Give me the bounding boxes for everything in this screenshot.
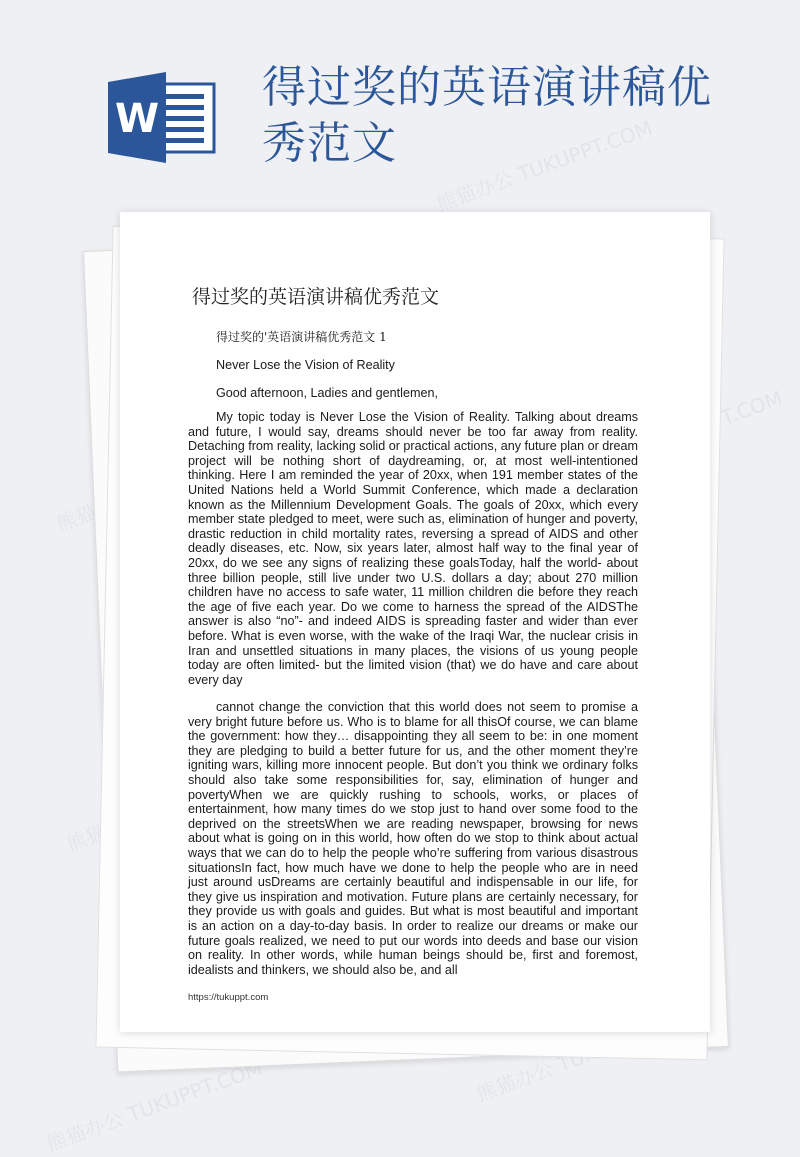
- page-title: 得过奖的英语演讲稿优秀范文: [262, 62, 712, 169]
- watermark: 熊猫办公 TUKUPPT.COM: [433, 115, 656, 217]
- speech-greeting: Good afternoon, Ladies and gentlemen,: [216, 386, 438, 400]
- watermark: 熊猫办公 TUKUPPT.COM: [43, 1055, 266, 1157]
- paragraph-1: My topic today is Never Lose the Vision of Reality. Talking about dreams and future, I would say, dreams should never be too far away from reality. Detaching from reality, lacking solid or practical actions, any future plan or dream project will be nothing short of daydreaming, or, at most well-intentioned thinking. Here I am reminded the year of 20xx, when 191 member states of the United Nations held a World Summit Conference, which made a declaration known as the Millennium Development Goals. The goals of 20xx, which every member state pledged to meet, were such as, elimination of hunger and poverty, drastic reduction in child mortality rates, reversing a spread of AIDS and other deadly diseases, etc. Now, six years later, almost half way to the final year of 20xx, do we see any signs of realizing these goalsToday, half the world- about three billion people, still live under two U.S. dollars a day; about 270 million children have no access to safe water, 11 million children die before they reach the age of five each year. Do we come to harness the spread of the AIDSThe answer is also “no”- and indeed AIDS is spreading faster and wider than ever before. What is even worse, with the wake of the Iraqi War, the nuclear crisis in Iran and unsettled situations in many places, the visions of us young people today are often limited- but the limited vision (that) we do have and care about every day: [188, 410, 638, 687]
- document-page: [120, 212, 710, 1032]
- document-title: 得过奖的英语演讲稿优秀范文: [192, 286, 440, 308]
- paragraph-2: cannot change the conviction that this world does not seem to promise a very bright future before us. Who is to blame for all thisOf course, we can blame the government: how they… disappointing they all seem to be: in one moment they are pledging to build a better future for us, and the other moment they’re igniting wars, killing more innocent people. But don’t you think we ordinary folks should also take some responsibilities for, say, elimination of hunger and povertyWhen we are quickly rushing to schools, works, or places of entertainment, how many times do we stop just to hand over some food to the deprived on the streetsWhen we are reading newspaper, browsing for news about what is going on in this world, how often do we stop to think about actual ways that we can do to help the people who’re suffering from various disastrous situationsIn fact, how much have we done to help the people who are in need just around usDreams are certainly beautiful and indispensable in our life, for they give us inspiration and motivation. Future plans are certainly necessary, for they provide us with goals and guides. But what is most beautiful and important is an action on a day-to-day basis. In order to realize our dreams or make our future goals realized, we need to put our words into deeds and base our vision on reality. In other words, while human beings should be, first and foremost, idealists and thinkers, we should also be, and all: [188, 700, 638, 977]
- word-logo-icon: [108, 70, 218, 165]
- footer-url: https://tukuppt.com: [188, 992, 269, 1003]
- document-subtitle: 得过奖的'英语演讲稿优秀范文 1: [216, 330, 387, 344]
- word-logo-letter: W: [114, 96, 160, 142]
- speech-heading: Never Lose the Vision of Reality: [216, 358, 395, 372]
